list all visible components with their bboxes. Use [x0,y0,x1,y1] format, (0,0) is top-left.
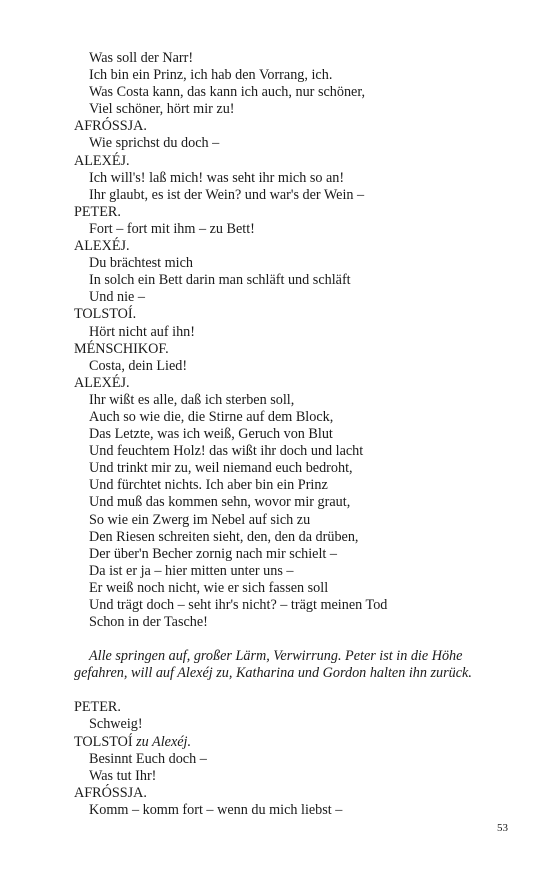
verse-line: In solch ein Bett darin man schläft und schläft [89,272,351,289]
verse-line: Schweig! [89,716,143,733]
verse-line: Ich will's! laß mich! was seht ihr mich so an! [89,169,345,186]
speaker-label: PETER. [74,699,121,716]
verse-line: Da ist er ja – hier mitten unter uns – [89,562,294,579]
speaker-name [74,238,514,255]
speaker-name [74,118,514,135]
verse-line: Den Riesen schreiten sieht, den, den da drüben, [89,528,359,545]
verse-line: Und nie – [89,289,145,306]
speaker-direction: zu Alexéj. [136,733,192,750]
verse-line: Hört nicht auf ihn! [89,323,195,340]
verse-line: Viel schöner, hört mir zu! [89,101,235,118]
verse-line: Und trägt doch – seht ihr's nicht? – trägt meinen Tod [89,597,388,613]
speaker-name [74,341,514,358]
verse-line: Besinnt Euch doch – [89,750,207,767]
verse-line: So wie ein Zwerg im Nebel auf sich zu [89,511,311,528]
speaker-name [74,153,514,170]
stage-direction-line: gefahren, will auf Alexéj zu, Katharina und Gordon halten ihn zurück. [74,665,472,682]
verse-line: Wie sprichst du doch – [89,135,220,152]
page-number: 53 [497,822,508,834]
dialogue-block-before [74,50,514,631]
verse-line: Und fürchtet nichts. Ich aber bin ein Prinz [89,477,328,494]
verse-line: Auch so wie die, die Stirne auf dem Block, [89,408,334,425]
verse-line: Ihr wißt es alle, daß ich sterben soll, [89,391,295,408]
dialogue-block-after [74,699,514,819]
speaker-label: ALEXÉJ. [74,374,130,391]
speaker-label: TOLSTOÍ [74,733,133,750]
speaker-name [74,375,514,392]
verse-line: Er weiß noch nicht, wie er sich fassen soll [89,579,329,596]
verse-line: Was tut Ihr! [89,767,157,784]
verse-line: Was soll der Narr! [89,50,194,66]
speaker-label: AFRÓSSJA. [74,118,147,135]
verse-line: Ich bin ein Prinz, ich hab den Vorrang, ich. [89,67,333,84]
speaker-label: AFRÓSSJA. [74,784,147,801]
speaker-label: PETER. [74,203,121,220]
speaker-label: TOLSTOÍ. [74,306,137,323]
speaker-name [74,734,514,751]
book-page [74,50,514,819]
speaker-name [74,306,514,323]
verse-line: Und muß das kommen sehn, wovor mir graut, [89,494,351,511]
verse-line: Schon in der Tasche! [89,614,208,631]
speaker-label: ALEXÉJ. [74,152,130,169]
verse-line: Was Costa kann, das kann ich auch, nur schöner, [89,84,366,101]
stage-direction [74,648,514,682]
verse-line: Fort – fort mit ihm – zu Bett! [89,220,255,237]
speaker-name [74,204,514,221]
speaker-label: ALEXÉJ. [74,238,130,255]
stage-direction-line: Alle springen auf, großer Lärm, Verwirrung. Peter ist in die Höhe [89,648,463,665]
verse-line: Komm – komm fort – wenn du mich liebst – [89,801,343,818]
verse-line: Ihr glaubt, es ist der Wein? und war's der Wein – [89,186,365,203]
verse-line: Das Letzte, was ich weiß, Geruch von Blut [89,426,333,443]
speaker-label: MÉNSCHIKOF. [74,340,169,357]
verse-line: Der über'n Becher zornig nach mir schielt – [89,545,337,562]
speaker-name [74,785,514,802]
speaker-name [74,699,514,716]
verse-line: Du brächtest mich [89,255,194,272]
verse-line: Und feuchtem Holz! das wißt ihr doch und lacht [89,443,364,460]
verse-line: Costa, dein Lied! [89,357,188,374]
verse-line: Und trinkt mir zu, weil niemand euch bedroht, [89,460,353,477]
